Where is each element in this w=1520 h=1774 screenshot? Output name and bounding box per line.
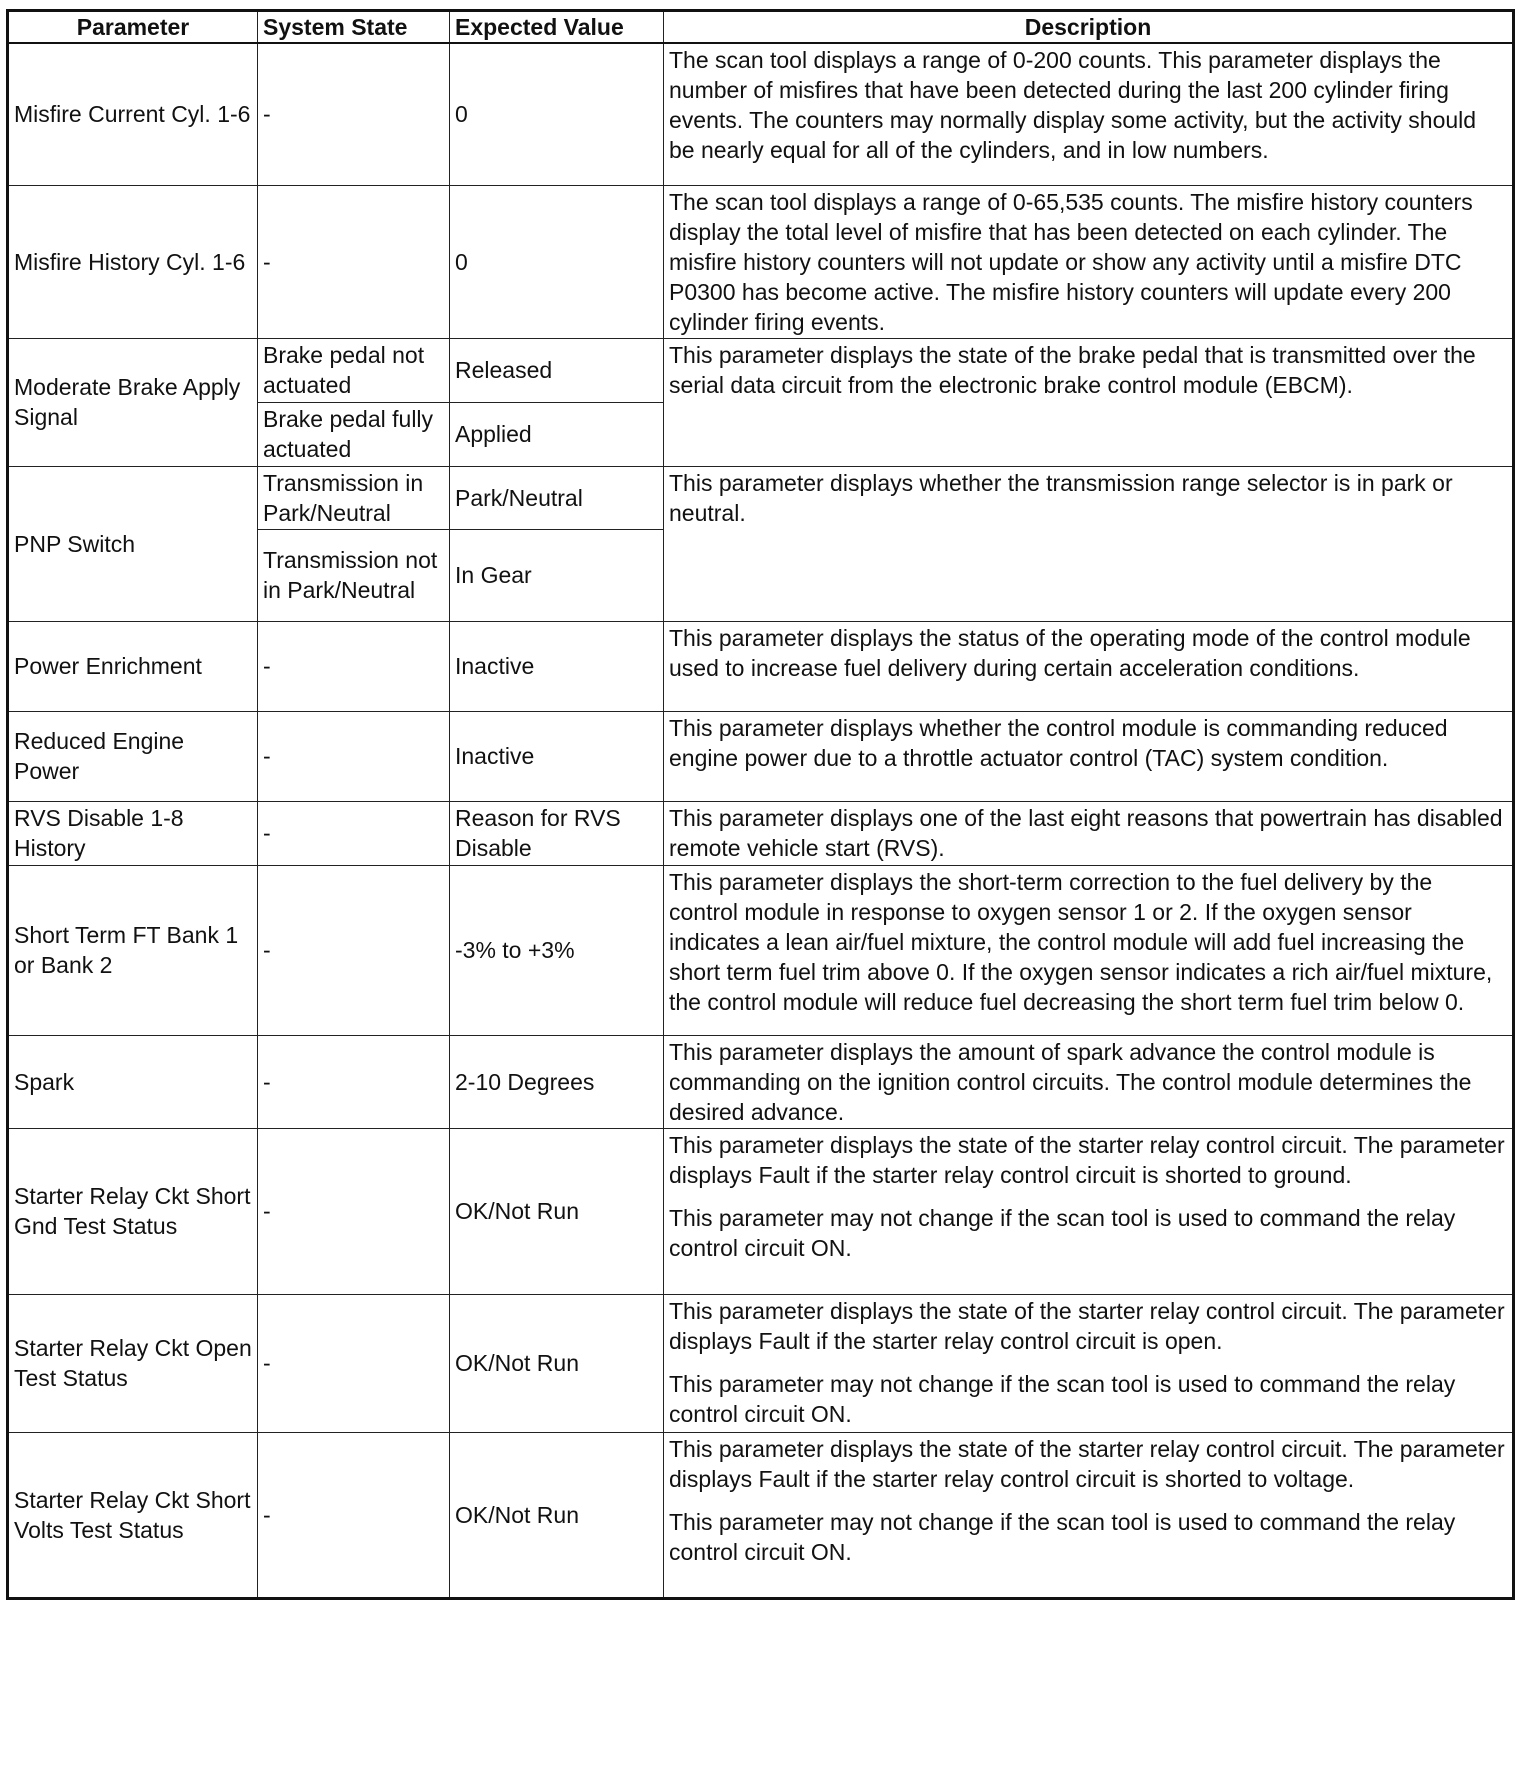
cell-expected-value: Inactive [450, 711, 664, 801]
cell-expected-value: Applied [450, 402, 664, 466]
description-paragraph: This parameter may not change if the scan tool is used to command the relay control circuit ON. [669, 1508, 1456, 1565]
cell-description [664, 1294, 1514, 1432]
cell-description [664, 1432, 1514, 1598]
cell-expected-value: OK/Not Run [450, 1294, 664, 1432]
cell-description [664, 1128, 1514, 1294]
table-row [8, 1128, 1514, 1294]
cell-description [664, 621, 1514, 711]
cell-parameter: Starter Relay Ckt Short Volts Test Status [8, 1432, 258, 1598]
cell-description [664, 865, 1514, 1035]
cell-expected-value: 2-10 Degrees [450, 1035, 664, 1128]
description-paragraph: This parameter displays whether the control module is commanding reduced engine power due to a throttle actuator control (TAC) system condition. [669, 714, 1448, 771]
cell-description [664, 338, 1514, 466]
cell-system-state: - [258, 1035, 450, 1128]
table-row [8, 338, 1514, 402]
table-row [8, 711, 1514, 801]
table-row [8, 1432, 1514, 1598]
table-row [8, 865, 1514, 1035]
cell-parameter: Starter Relay Ckt Short Gnd Test Status [8, 1128, 258, 1294]
description-paragraph: This parameter may not change if the scan tool is used to command the relay control circuit ON. [669, 1370, 1456, 1427]
cell-system-state: - [258, 865, 450, 1035]
description-paragraph: This parameter displays whether the transmission range selector is in park or neutral. [669, 469, 1453, 526]
description-paragraph: This parameter displays the short-term correction to the fuel delivery by the control module in response to oxygen sensor 1 or 2. If the oxygen sensor indicates a lean air/fuel mixture, the control module will add fuel increasing the short term fuel trim above 0. If the oxygen sensor indicates a rich air/fuel mixture, the control module will reduce fuel decreasing the short term fuel trim below 0. [669, 868, 1493, 1015]
cell-parameter: RVS Disable 1-8 History [8, 801, 258, 865]
cell-system-state: Brake pedal not actuated [258, 338, 450, 402]
cell-description [664, 801, 1514, 865]
cell-description [664, 466, 1514, 621]
table-row [8, 621, 1514, 711]
cell-system-state: - [258, 1128, 450, 1294]
cell-parameter: Starter Relay Ckt Open Test Status [8, 1294, 258, 1432]
table-row [8, 185, 1514, 338]
description-paragraph: This parameter displays the state of the brake pedal that is transmitted over the serial data circuit from the electronic brake control module (EBCM). [669, 341, 1476, 398]
parameter-table [6, 9, 1515, 1600]
header-system-state: System State [258, 11, 450, 44]
cell-system-state: - [258, 711, 450, 801]
cell-system-state: Transmission in Park/Neutral [258, 466, 450, 529]
cell-description [664, 43, 1514, 185]
table-row [8, 466, 1514, 529]
cell-expected-value: 0 [450, 185, 664, 338]
cell-system-state: Brake pedal fully actuated [258, 402, 450, 466]
description-paragraph: This parameter displays the amount of spark advance the control module is commanding on the ignition control circuits. The control module determines the desired advance. [669, 1038, 1472, 1125]
cell-system-state: - [258, 43, 450, 185]
header-description: Description [664, 11, 1514, 44]
description-paragraph: This parameter displays the state of the starter relay control circuit. The parameter displays Fault if the starter relay control circuit is open. [669, 1297, 1505, 1354]
cell-parameter: Misfire Current Cyl. 1-6 [8, 43, 258, 185]
cell-parameter: Reduced Engine Power [8, 711, 258, 801]
description-paragraph: This parameter displays the state of the starter relay control circuit. The parameter displays Fault if the starter relay control circuit is shorted to voltage. [669, 1435, 1505, 1492]
description-paragraph: This parameter may not change if the scan tool is used to command the relay control circuit ON. [669, 1204, 1456, 1261]
cell-expected-value: -3% to +3% [450, 865, 664, 1035]
cell-expected-value: 0 [450, 43, 664, 185]
cell-description [664, 185, 1514, 338]
description-paragraph: This parameter displays one of the last eight reasons that powertrain has disabled remote vehicle start (RVS). [669, 804, 1503, 861]
description-paragraph: This parameter displays the status of the operating mode of the control module used to increase fuel delivery during certain acceleration conditions. [669, 624, 1471, 681]
cell-parameter: Power Enrichment [8, 621, 258, 711]
cell-expected-value: Reason for RVS Disable [450, 801, 664, 865]
table-body [8, 43, 1514, 1598]
cell-parameter: Misfire History Cyl. 1-6 [8, 185, 258, 338]
cell-description [664, 1035, 1514, 1128]
table-header-row [8, 11, 1514, 44]
cell-system-state: - [258, 801, 450, 865]
cell-parameter: Moderate Brake Apply Signal [8, 338, 258, 466]
table-row [8, 1035, 1514, 1128]
cell-expected-value: Park/Neutral [450, 466, 664, 529]
cell-system-state: - [258, 1294, 450, 1432]
header-expected-value: Expected Value [450, 11, 664, 44]
cell-system-state: - [258, 1432, 450, 1598]
cell-description [664, 711, 1514, 801]
description-paragraph: The scan tool displays a range of 0-200 counts. This parameter displays the number of misfires that have been detected during the last 200 cylinder firing events. The counters may normally display some activity, but the activity should be nearly equal for all of the cylinders, and in low numbers. [669, 47, 1477, 163]
cell-system-state: - [258, 621, 450, 711]
cell-expected-value: Released [450, 338, 664, 402]
cell-system-state: Transmission not in Park/Neutral [258, 529, 450, 621]
cell-parameter: PNP Switch [8, 466, 258, 621]
table-row [8, 801, 1514, 865]
table-row [8, 1294, 1514, 1432]
cell-expected-value: OK/Not Run [450, 1432, 664, 1598]
table-row [8, 43, 1514, 185]
cell-parameter: Short Term FT Bank 1 or Bank 2 [8, 865, 258, 1035]
header-parameter: Parameter [8, 11, 258, 44]
cell-parameter: Spark [8, 1035, 258, 1128]
cell-expected-value: Inactive [450, 621, 664, 711]
cell-expected-value: OK/Not Run [450, 1128, 664, 1294]
cell-system-state: - [258, 185, 450, 338]
cell-expected-value: In Gear [450, 529, 664, 621]
description-paragraph: The scan tool displays a range of 0-65,535 counts. The misfire history counters display the total level of misfire that has been detected on each cylinder. The misfire history counters will not update or show any activity until a misfire DTC P0300 has become active. The misfire history counters will update every 200 cylinder firing events. [669, 188, 1473, 335]
description-paragraph: This parameter displays the state of the starter relay control circuit. The parameter displays Fault if the starter relay control circuit is shorted to ground. [669, 1131, 1505, 1188]
